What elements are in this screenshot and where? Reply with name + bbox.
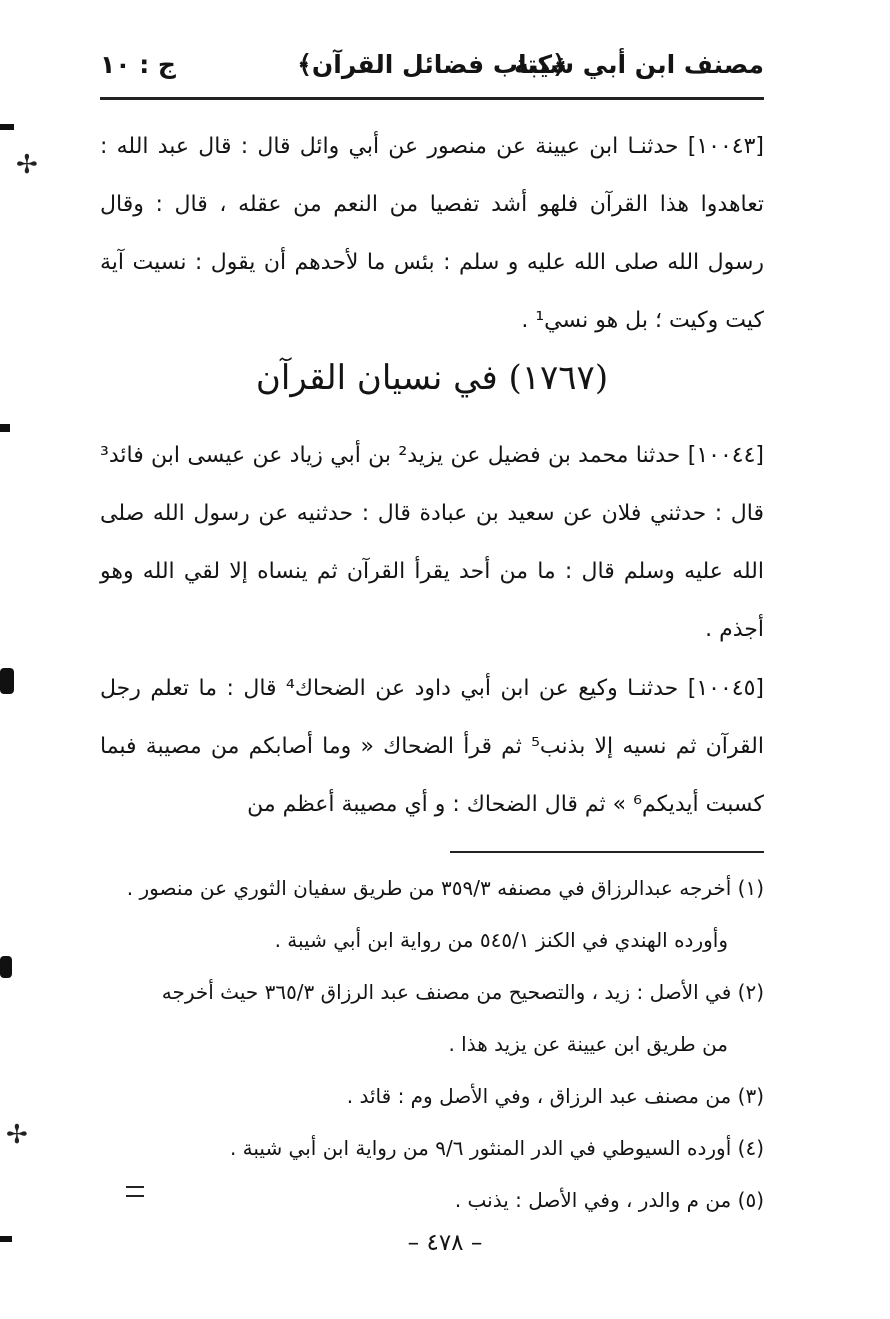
hadith-10043: [١٠٠٤٣] حدثنـا ابن عيينة عن منصور عن أبي وائل قال : قال عبد الله : تعاهدوا هذا القرآن فلهو أشد تفصيا من النعم من عقله ، قال : وقال رسول الله صلى الله عليه و سلم : بئس ما لأحدهم أن يقول : نسيت آية كيت وكيت ؛ بل هو نسي¹ . xyxy=(100,134,764,333)
header-book-title: مصنف ابن أبي شيبة xyxy=(513,50,764,79)
star-mark-icon: ✢ xyxy=(16,150,38,180)
margin-mark xyxy=(0,956,12,978)
footnote-1-cont: وأورده الهندي في الكنز ٥٤٥/١ من رواية ابن أبي شيبة . xyxy=(274,928,728,952)
footnote-2-cont: من طريق ابن عيينة عن يزيد هذا . xyxy=(448,1032,728,1056)
footnote-4: (٤) أورده السيوطي في الدر المنثور ٩/٦ من رواية ابن أبي شيبة . xyxy=(229,1136,764,1160)
header-volume: ج : ١٠ xyxy=(100,50,176,79)
margin-mark xyxy=(0,424,10,432)
margin-mark xyxy=(0,668,14,694)
footnote-3: (٣) من مصنف عبد الرزاق ، وفي الأصل وم : قائد . xyxy=(346,1084,764,1108)
margin-mark xyxy=(0,124,14,130)
star-mark-icon: ✢ xyxy=(6,1120,28,1150)
header-rule xyxy=(100,97,764,100)
footnote-1: (١) أخرجه عبدالرزاق في مصنفه ٣٥٩/٣ من طريق سفيان الثوري عن منصور . xyxy=(126,876,764,900)
page-number: – ٤٧٨ – xyxy=(407,1230,483,1256)
footnote-2: (٢) في الأصل : زيد ، والتصحيح من مصنف عبد الرزاق ٣٦٥/٣ حيث أخرجه xyxy=(161,980,764,1004)
header-chapter-title: ﴿كتاب فضائل القرآن﴾ xyxy=(297,50,567,79)
double-rule-mark xyxy=(126,1186,144,1197)
margin-mark xyxy=(0,1236,12,1242)
section-heading: (١٧٦٧) في نسيان القرآن xyxy=(255,358,609,398)
hadith-10045: [١٠٠٤٥] حدثنـا وكيع عن ابن أبي داود عن الضحاك⁴ قال : ما تعلم رجل القرآن ثم نسيه إلا بذنب⁵ ثم قرأ الضحاك « وما أصابكم من مصيبة فبما كسبت أيديكم⁶ » ثم قال الضحاك : و أي مصيبة أعظم من xyxy=(100,676,764,817)
page-header xyxy=(100,46,764,90)
hadith-10044: [١٠٠٤٤] حدثنا محمد بن فضيل عن يزيد² بن أبي زياد عن عيسى ابن فائد³ قال : حدثني فلان عن سعيد بن عبادة قال : حدثنيه عن رسول الله صلى الله عليه وسلم قال : ما من أحد يقرأ القرآن ثم ينساه إلا لقي الله وهو أجذم . xyxy=(100,443,764,642)
footnote-5: (٥) من م والدر ، وفي الأصل : يذنب . xyxy=(454,1188,764,1212)
footnote-rule xyxy=(450,851,764,853)
